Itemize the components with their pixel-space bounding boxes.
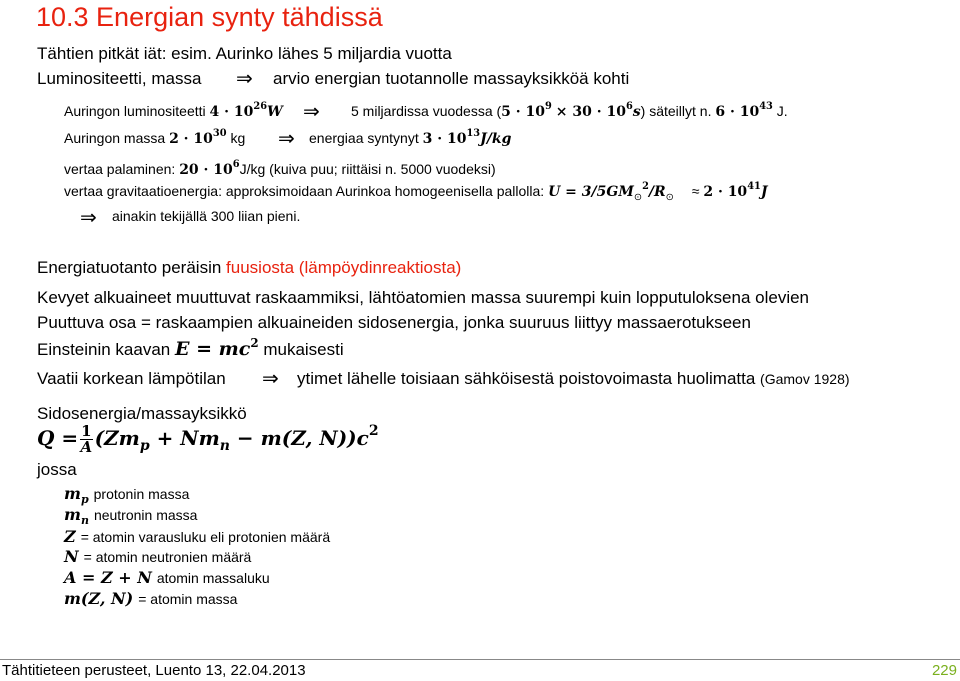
binding-sub-p: p: [139, 437, 150, 454]
luminosity-result-pre: 5 miljardissa vuodessa (: [351, 103, 502, 119]
fusion-line-5-left: Vaatii korkean lämpötilan: [37, 369, 226, 388]
intro-line-2-right: arvio energian tuotannolle massayksikköä kohti: [273, 69, 630, 88]
compare-burning-pre: vertaa palaminen:: [64, 161, 176, 177]
compare-gravity-formula: U = 3/5GM: [548, 184, 634, 200]
mass-result-val: 3 · 10: [422, 131, 467, 147]
definition-symbol: m: [64, 505, 81, 524]
fraction-denominator: A: [80, 438, 93, 456]
fusion-line-1: [37, 258, 461, 278]
mass-label: Auringon massa: [64, 130, 166, 146]
luminosity-label: Auringon luminositeetti: [64, 103, 206, 119]
fusion-line-5-text: ytimet lähelle toisiaan sähköisestä poistovoimasta huolimatta: [297, 369, 756, 388]
compare-burning: [64, 158, 496, 178]
fusion-pre: Energiatuotanto peräisin: [37, 258, 227, 277]
luminosity-value: 4 · 10: [209, 104, 254, 120]
sun-symbol-icon: ⊙: [633, 191, 643, 203]
implies-arrow-icon: ⇒: [278, 126, 295, 150]
compare-gravity: [64, 180, 768, 203]
implies-arrow-icon: ⇒: [80, 205, 97, 229]
luminosity-row: [64, 100, 283, 120]
binding-formula: [37, 424, 379, 455]
compare-burning-exp: 6: [232, 158, 240, 170]
compare-gravity-result-exp: 41: [747, 180, 761, 192]
einstein-formula: E = mc: [175, 338, 251, 360]
footer-divider: [0, 659, 960, 660]
definition-symbol: m: [64, 484, 81, 503]
approx-symbol: ≈: [691, 183, 700, 199]
definition-item: [64, 568, 270, 587]
definition-item: [64, 527, 330, 546]
binding-sub-n: n: [219, 437, 230, 454]
luminosity-result-exp3: 43: [759, 100, 773, 112]
definition-text: = atomin varausluku eli protonien määrä: [80, 529, 331, 545]
definition-item: [64, 547, 251, 566]
luminosity-result-math: 5 · 10: [501, 104, 546, 120]
luminosity-result-exp1: 9: [545, 100, 552, 112]
definition-item: [64, 505, 198, 527]
binding-formula-part1: (Zm: [94, 425, 140, 450]
definition-text: = atomin neutronien määrä: [83, 549, 252, 565]
definition-text: protonin massa: [93, 486, 190, 502]
definition-text: = atomin massa: [138, 591, 238, 607]
fusion-line-2: Kevyet alkuaineet muuttuvat raskaammiksi, lähtöatomien massa suurempi kuin lopputuloksena olevien: [37, 288, 810, 307]
binding-formula-part2: + Nm: [149, 425, 220, 450]
definition-symbol: m(Z, N): [64, 589, 134, 608]
fusion-highlight: fuusiosta (lämpöydinreaktiosta): [226, 258, 462, 277]
definition-symbol: Z: [64, 527, 76, 546]
compare-gravity-div: /R: [648, 184, 666, 200]
einstein-post: mukaisesti: [263, 340, 344, 359]
fusion-line-5-right: [297, 369, 850, 389]
mass-result-unit: J/kg: [480, 131, 512, 147]
definition-symbol: A = Z + N: [64, 568, 152, 587]
luminosity-result-end: J.: [776, 103, 788, 119]
fusion-line-3: Puuttuva osa = raskaampien alkuaineiden sidosenergia, jonka suuruus liittyy massaerotukseen: [37, 313, 751, 332]
definition-symbol: N: [64, 547, 79, 566]
luminosity-result-post: ) säteillyt n.: [640, 103, 712, 119]
binding-formula-q: Q =: [37, 425, 79, 450]
fraction-numerator: 1: [81, 422, 92, 440]
sun-symbol-icon: ⊙: [665, 191, 674, 203]
luminosity-result-mid: × 30 · 10: [555, 104, 626, 120]
luminosity-unit: W: [267, 104, 283, 120]
einstein-exp: 2: [250, 335, 259, 350]
mass-exp: 30: [212, 127, 227, 139]
mass-row: [64, 127, 246, 147]
compare-gravity-result-unit: J: [760, 184, 768, 200]
mass-result-exp: 13: [466, 127, 481, 139]
definition-item: [64, 484, 190, 506]
compare-gravity-result: 2 · 10: [703, 184, 748, 200]
compare-gravity-pre: vertaa gravitaatioenergia: approksimoidaan Aurinkoa homogeenisella pallolla:: [64, 183, 545, 199]
definition-text: atomin massaluku: [156, 570, 270, 586]
implies-arrow-icon: ⇒: [262, 366, 279, 390]
definition-text: neutronin massa: [93, 507, 198, 523]
mass-value: 2 · 10: [169, 131, 213, 147]
gamov-reference: (Gamov 1928): [760, 371, 850, 387]
luminosity-result-exp2: 6: [625, 100, 633, 112]
mass-unit: kg: [230, 130, 246, 146]
compare-conclusion: ainakin tekijällä 300 liian pieni.: [112, 208, 301, 224]
binding-formula-exp: 2: [368, 423, 379, 440]
definition-subscript: n: [80, 513, 89, 527]
intro-line-2-left: Luminositeetti, massa: [37, 69, 202, 88]
mass-result-pre: energiaa syntynyt: [309, 130, 419, 146]
footer-page-number: 229: [931, 662, 957, 679]
mass-result: [309, 127, 512, 147]
definition-subscript: p: [80, 492, 89, 506]
intro-line-1: Tähtien pitkät iät: esim. Aurinko lähes 5 miljardia vuotta: [37, 44, 452, 63]
luminosity-exp: 26: [253, 100, 268, 112]
definition-item: [64, 589, 237, 608]
luminosity-result-val: 6 · 10: [715, 104, 760, 120]
compare-burning-val: 20 · 10: [179, 162, 233, 178]
binding-fraction: [80, 424, 92, 455]
einstein-pre: Einsteinin kaavan: [37, 340, 171, 359]
implies-arrow-icon: ⇒: [303, 99, 320, 123]
jossa-label: jossa: [37, 460, 77, 479]
binding-heading: Sidosenergia/massayksikkö: [37, 404, 247, 423]
binding-formula-part3: − m(Z, N))c: [229, 425, 369, 450]
implies-arrow-icon: ⇒: [236, 66, 253, 90]
compare-gravity-exp: 2: [642, 180, 649, 192]
compare-burning-post: J/kg (kuiva puu; riittäisi n. 5000 vuodeksi): [239, 161, 496, 177]
footer-course: Tähtitieteen perusteet, Luento 13, 22.04.2013: [2, 662, 306, 679]
fusion-line-4: [37, 335, 344, 360]
slide-title: 10.3 Energian synty tähdissä: [36, 2, 383, 32]
luminosity-result: [351, 100, 788, 120]
luminosity-result-unit: s: [632, 104, 641, 120]
